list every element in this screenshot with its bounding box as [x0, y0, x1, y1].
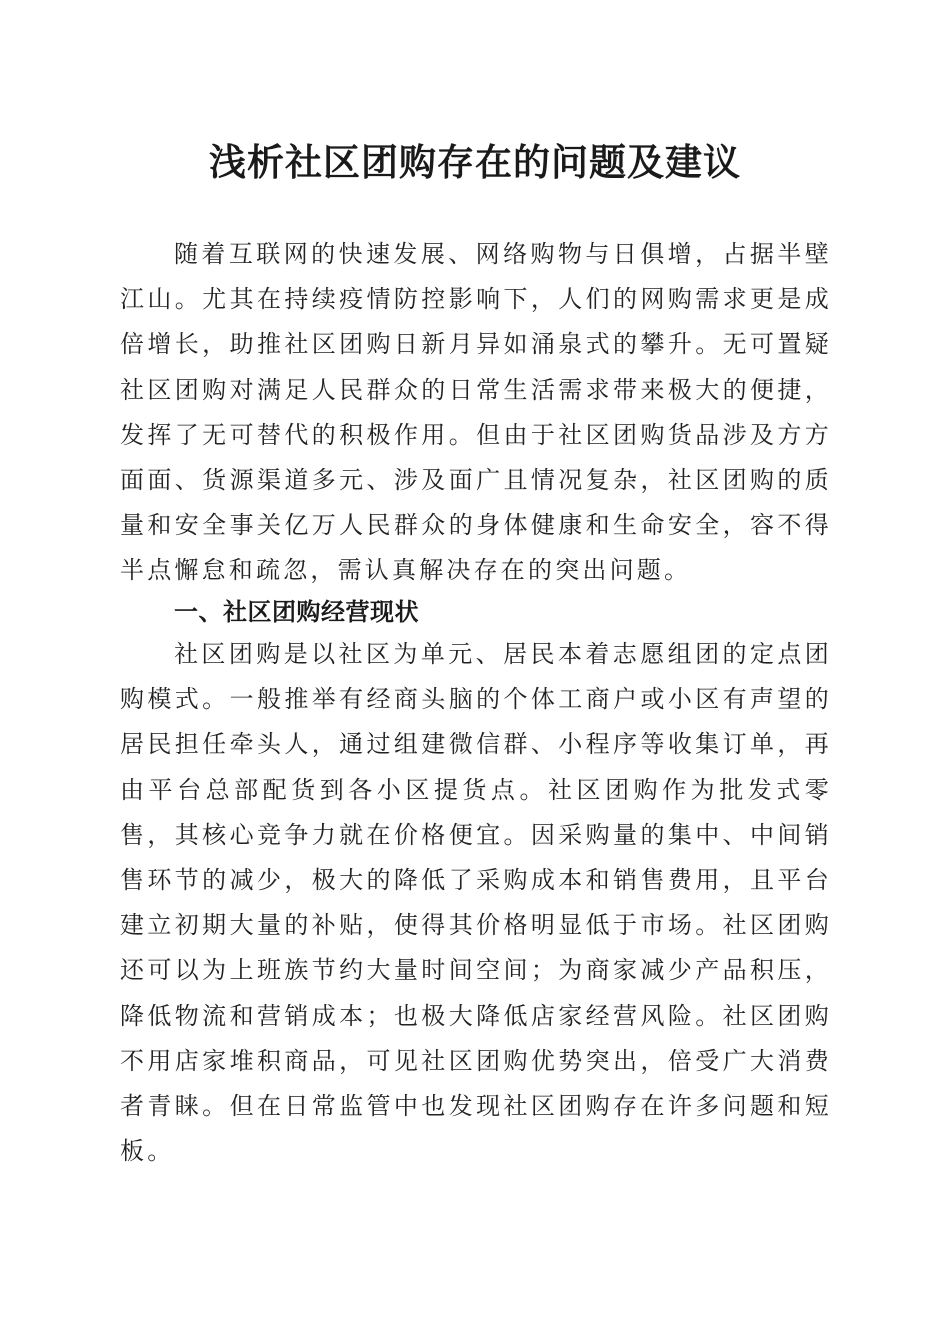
intro-paragraph: 随着互联网的快速发展、网络购物与日俱增，占据半壁江山。尤其在持续疫情防控影响下，人们的网购需求更是成倍增长，助推社区团购日新月异如涌泉式的攀升。无可置疑社区团购对满足人民群众的日常生活需求带来极大的便捷，发挥了无可替代的积极作用。但由于社区团购货品涉及方方面面、货源渠道多元、涉及面广且情况复杂，社区团购的质量和安全事关亿万人民群众的身体健康和生命安全，容不得半点懈怠和疏忽，需认真解决存在的突出问题。 — [120, 240, 832, 585]
document-title: 浅析社区团购存在的问题及建议 — [209, 140, 741, 184]
section-heading: 一、社区团购经营现状 — [174, 598, 419, 626]
section-paragraph: 社区团购是以社区为单元、居民本着志愿组团的定点团购模式。一般推举有经商头脑的个体工商户或小区有声望的居民担任牵头人，通过组建微信群、小程序等收集订单，再由平台总部配货到各小区提货点。社区团购作为批发式零售，其核心竞争力就在价格便宜。因采购量的集中、中间销售环节的减少，极大的降低了采购成本和销售费用，且平台建立初期大量的补贴，使得其价格明显低于市场。社区团购还可以为上班族节约大量时间空间；为商家减少产品积压，降低物流和营销成本；也极大降低店家经营风险。社区团购不用店家堆积商品，可见社区团购优势突出，倍受广大消费者青睐。但在日常监管中也发现社区团购存在许多问题和短板。 — [120, 640, 832, 1166]
